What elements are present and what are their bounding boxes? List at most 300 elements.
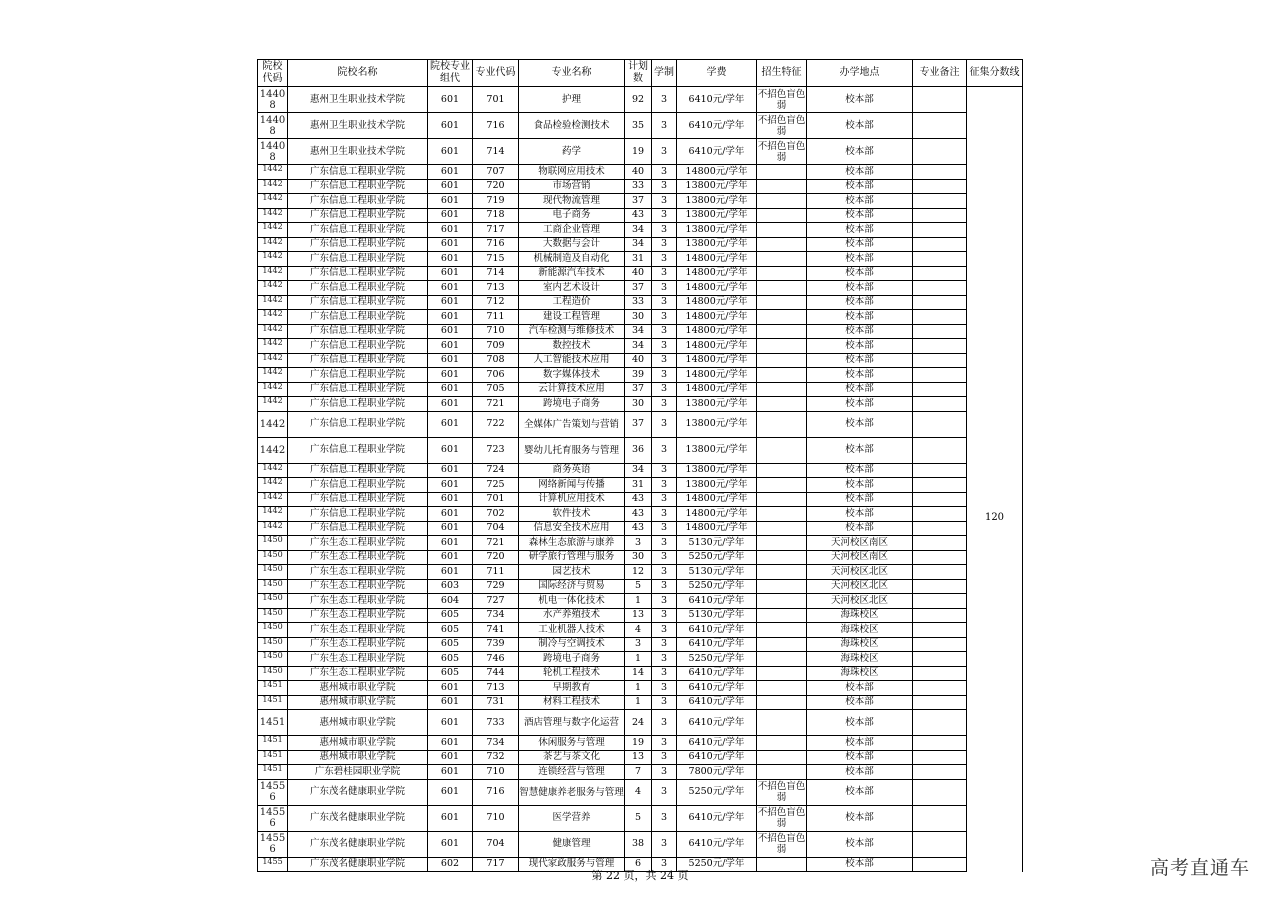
- school-code-cell: 1450: [258, 652, 288, 667]
- school-code-cell: 1442: [258, 208, 288, 223]
- major-name-cell: 现代家政服务与管理: [519, 857, 625, 872]
- table-row: [258, 681, 1023, 696]
- table-row: [258, 411, 1023, 437]
- group-code-cell: 605: [428, 666, 473, 681]
- location-cell: 校本部: [807, 208, 913, 223]
- major-code-cell: 733: [473, 710, 519, 736]
- major-code-cell: 732: [473, 750, 519, 765]
- duration-cell: 3: [652, 750, 677, 765]
- plan-count-cell: 6: [625, 857, 652, 872]
- tuition-cell: 6410元/学年: [677, 623, 757, 638]
- school-name-cell: 广东信息工程职业学院: [288, 339, 428, 354]
- tuition-cell: 6410元/学年: [677, 710, 757, 736]
- school-code-cell: 1442: [258, 463, 288, 478]
- major-code-cell: 725: [473, 478, 519, 493]
- remark-cell: [913, 779, 967, 805]
- major-code-cell: 715: [473, 252, 519, 267]
- school-name-cell: 广东信息工程职业学院: [288, 411, 428, 437]
- duration-cell: 3: [652, 805, 677, 831]
- major-code-cell: 710: [473, 805, 519, 831]
- duration-cell: 3: [652, 857, 677, 872]
- plan-count-cell: 40: [625, 266, 652, 281]
- group-code-cell: 601: [428, 831, 473, 857]
- tuition-cell: 13800元/学年: [677, 194, 757, 209]
- group-code-cell: 601: [428, 492, 473, 507]
- tuition-cell: 13800元/学年: [677, 397, 757, 412]
- location-cell: 海珠校区: [807, 623, 913, 638]
- plan-count-cell: 37: [625, 382, 652, 397]
- major-code-cell: 744: [473, 666, 519, 681]
- tuition-cell: 5130元/学年: [677, 565, 757, 580]
- major-code-cell: 701: [473, 87, 519, 113]
- table-row: [258, 139, 1023, 165]
- feature-cell: [757, 710, 807, 736]
- major-code-cell: 746: [473, 652, 519, 667]
- remark-cell: [913, 324, 967, 339]
- major-code-cell: 722: [473, 411, 519, 437]
- location-cell: 天河校区南区: [807, 536, 913, 551]
- tuition-cell: 7800元/学年: [677, 765, 757, 780]
- feature-cell: 不招色盲色弱: [757, 88, 806, 111]
- duration-cell: 3: [652, 695, 677, 710]
- duration-cell: 3: [652, 339, 677, 354]
- major-name-cell: 跨境电子商务: [519, 652, 625, 667]
- school-name-cell: 广东碧桂园职业学院: [288, 765, 428, 780]
- duration-cell: 3: [652, 252, 677, 267]
- major-name-cell: 工业机器人技术: [519, 623, 625, 638]
- tuition-cell: 14800元/学年: [677, 252, 757, 267]
- feature-cell: [757, 565, 807, 580]
- group-code-cell: 601: [428, 463, 473, 478]
- tuition-cell: 13800元/学年: [677, 437, 757, 463]
- plan-count-cell: 19: [625, 139, 652, 165]
- tuition-cell: 5250元/学年: [677, 550, 757, 565]
- school-code-cell: 1442: [258, 295, 288, 310]
- duration-cell: 3: [652, 736, 677, 751]
- plan-count-cell: 5: [625, 805, 652, 831]
- plan-count-cell: 1: [625, 594, 652, 609]
- remark-cell: [913, 666, 967, 681]
- duration-cell: 3: [652, 779, 677, 805]
- major-name-cell: 全媒体广告策划与营销: [519, 411, 625, 437]
- school-code-cell: 1450: [258, 594, 288, 609]
- table-row: [258, 194, 1023, 209]
- score-line-cell-empty: [967, 87, 1023, 165]
- school-name-cell: 广东信息工程职业学院: [288, 310, 428, 325]
- school-code-cell: 1442: [258, 252, 288, 267]
- group-code-cell: 601: [428, 397, 473, 412]
- location-cell: 校本部: [807, 492, 913, 507]
- tuition-cell: 6410元/学年: [677, 736, 757, 751]
- duration-cell: 3: [652, 579, 677, 594]
- location-cell: 校本部: [807, 266, 913, 281]
- major-code-cell: 716: [473, 779, 519, 805]
- feature-cell: [757, 507, 807, 522]
- location-cell: 校本部: [807, 339, 913, 354]
- major-name-cell: 室内艺术设计: [519, 281, 625, 296]
- major-code-cell: 711: [473, 565, 519, 580]
- remark-cell: [913, 194, 967, 209]
- major-code-cell: 718: [473, 208, 519, 223]
- feature-cell: [757, 750, 807, 765]
- major-code-cell: 704: [473, 521, 519, 536]
- major-name-cell: 建设工程管理: [519, 310, 625, 325]
- tuition-cell: 5130元/学年: [677, 608, 757, 623]
- major-code-cell: 720: [473, 550, 519, 565]
- major-code-cell: 707: [473, 165, 519, 180]
- location-cell: 校本部: [807, 710, 913, 736]
- school-name-cell: 广东生态工程职业学院: [288, 565, 428, 580]
- tuition-cell: 6410元/学年: [677, 666, 757, 681]
- school-name-cell: 广东信息工程职业学院: [288, 463, 428, 478]
- table-row: [258, 310, 1023, 325]
- location-cell: 校本部: [807, 252, 913, 267]
- table-row: [258, 637, 1023, 652]
- school-name-cell: 广东茂名健康职业学院: [288, 805, 428, 831]
- duration-cell: 3: [652, 507, 677, 522]
- tuition-cell: 5250元/学年: [677, 857, 757, 872]
- table-row: [258, 368, 1023, 383]
- location-cell: 校本部: [807, 295, 913, 310]
- feature-cell: [757, 223, 807, 238]
- remark-cell: [913, 695, 967, 710]
- duration-cell: 3: [652, 594, 677, 609]
- table-row: [258, 695, 1023, 710]
- group-code-cell: 601: [428, 252, 473, 267]
- location-cell: 天河校区南区: [807, 550, 913, 565]
- plan-count-cell: 30: [625, 550, 652, 565]
- location-cell: 校本部: [807, 779, 913, 805]
- duration-cell: 3: [652, 831, 677, 857]
- major-code-cell: 702: [473, 507, 519, 522]
- tuition-cell: 5250元/学年: [677, 579, 757, 594]
- duration-cell: 3: [652, 382, 677, 397]
- table-row: [258, 266, 1023, 281]
- duration-cell: 3: [652, 223, 677, 238]
- school-name-cell: 广东信息工程职业学院: [288, 437, 428, 463]
- major-name-cell: 国际经济与贸易: [519, 579, 625, 594]
- remark-cell: [913, 765, 967, 780]
- plan-count-cell: 38: [625, 831, 652, 857]
- group-code-cell: 605: [428, 623, 473, 638]
- duration-cell: 3: [652, 681, 677, 696]
- school-code-cell: 1442: [258, 492, 288, 507]
- group-code-cell: 601: [428, 521, 473, 536]
- school-code-cell: 1442: [258, 339, 288, 354]
- table-row: [258, 608, 1023, 623]
- school-name-cell: 广东信息工程职业学院: [288, 165, 428, 180]
- location-cell: 校本部: [807, 397, 913, 412]
- plan-count-cell: 37: [625, 281, 652, 296]
- location-cell: 校本部: [807, 478, 913, 493]
- feature-cell: 不招色盲色弱: [757, 114, 806, 137]
- duration-cell: 3: [652, 463, 677, 478]
- school-code-cell: 1442: [258, 179, 288, 194]
- major-name-cell: 早期教育: [519, 681, 625, 696]
- school-code-cell: 1451: [258, 681, 288, 696]
- major-code-cell: 734: [473, 736, 519, 751]
- group-code-cell: 601: [428, 281, 473, 296]
- plan-count-cell: 31: [625, 252, 652, 267]
- remark-cell: [913, 87, 967, 113]
- remark-cell: [913, 295, 967, 310]
- location-cell: 海珠校区: [807, 637, 913, 652]
- page-footer: 第 22 页，共 24 页: [591, 869, 689, 882]
- plan-count-cell: 12: [625, 565, 652, 580]
- tuition-cell: 13800元/学年: [677, 208, 757, 223]
- major-code-cell: 724: [473, 463, 519, 478]
- school-name-cell: 广东生态工程职业学院: [288, 666, 428, 681]
- group-code-cell: 601: [428, 536, 473, 551]
- plan-count-cell: 19: [625, 736, 652, 751]
- table-row: [258, 281, 1023, 296]
- school-name-cell: 广东信息工程职业学院: [288, 492, 428, 507]
- remark-cell: [913, 208, 967, 223]
- remark-cell: [913, 507, 967, 522]
- table-row: [258, 736, 1023, 751]
- remark-cell: [913, 113, 967, 139]
- tuition-cell: 14800元/学年: [677, 492, 757, 507]
- school-name-cell: 广东信息工程职业学院: [288, 223, 428, 238]
- major-name-cell: 物联网应用技术: [519, 165, 625, 180]
- feature-cell: [757, 165, 807, 180]
- school-code-cell: 1451: [258, 695, 288, 710]
- school-code-cell: 1442: [258, 437, 288, 463]
- school-name-cell: 广东信息工程职业学院: [288, 281, 428, 296]
- duration-cell: 3: [652, 536, 677, 551]
- plan-count-cell: 43: [625, 208, 652, 223]
- major-code-cell: 731: [473, 695, 519, 710]
- feature-cell: [757, 550, 807, 565]
- school-name-cell: 广东生态工程职业学院: [288, 652, 428, 667]
- plan-count-cell: 34: [625, 463, 652, 478]
- column-header: 院校代码: [258, 60, 288, 87]
- major-code-cell: 734: [473, 608, 519, 623]
- duration-cell: 3: [652, 179, 677, 194]
- location-cell: 海珠校区: [807, 652, 913, 667]
- remark-cell: [913, 536, 967, 551]
- duration-cell: 3: [652, 652, 677, 667]
- remark-cell: [913, 521, 967, 536]
- tuition-cell: 13800元/学年: [677, 223, 757, 238]
- school-code-cell: 1450: [258, 536, 288, 551]
- group-code-cell: 601: [428, 194, 473, 209]
- feature-cell: [757, 324, 807, 339]
- major-name-cell: 食品检验检测技术: [519, 113, 625, 139]
- location-cell: 海珠校区: [807, 608, 913, 623]
- admission-table: [257, 59, 1023, 872]
- table-row: [258, 521, 1023, 536]
- table-row: [258, 353, 1023, 368]
- duration-cell: 3: [652, 194, 677, 209]
- feature-cell: [757, 208, 807, 223]
- major-name-cell: 园艺技术: [519, 565, 625, 580]
- school-name-cell: 惠州卫生职业技术学院: [288, 87, 428, 113]
- table-row: [258, 339, 1023, 354]
- school-code-cell: 14408: [258, 113, 288, 139]
- school-code-cell: 1451: [258, 710, 288, 736]
- remark-cell: [913, 831, 967, 857]
- column-header: 招生特征: [757, 60, 807, 87]
- location-cell: 校本部: [807, 437, 913, 463]
- major-code-cell: 709: [473, 339, 519, 354]
- school-code-cell: 1450: [258, 637, 288, 652]
- school-name-cell: 广东信息工程职业学院: [288, 266, 428, 281]
- duration-cell: 3: [652, 550, 677, 565]
- table-row: [258, 623, 1023, 638]
- school-name-cell: 广东信息工程职业学院: [288, 353, 428, 368]
- feature-cell: [757, 463, 807, 478]
- remark-cell: [913, 310, 967, 325]
- major-code-cell: 739: [473, 637, 519, 652]
- school-name-cell: 广东生态工程职业学院: [288, 608, 428, 623]
- major-name-cell: 数控技术: [519, 339, 625, 354]
- feature-cell: 不招色盲色弱: [757, 140, 806, 163]
- major-name-cell: 数字媒体技术: [519, 368, 625, 383]
- major-code-cell: 716: [473, 237, 519, 252]
- major-code-cell: 741: [473, 623, 519, 638]
- duration-cell: 3: [652, 368, 677, 383]
- school-code-cell: 1442: [258, 194, 288, 209]
- plan-count-cell: 5: [625, 579, 652, 594]
- tuition-cell: 5250元/学年: [677, 652, 757, 667]
- column-header: 院校名称: [288, 60, 428, 87]
- school-code-cell: 1442: [258, 507, 288, 522]
- school-code-cell: 1455: [258, 857, 288, 872]
- school-name-cell: 惠州城市职业学院: [288, 750, 428, 765]
- remark-cell: [913, 353, 967, 368]
- table-row: [258, 652, 1023, 667]
- column-header: 专业备注: [913, 60, 967, 87]
- school-name-cell: 广东生态工程职业学院: [288, 536, 428, 551]
- table-row: [258, 710, 1023, 736]
- remark-cell: [913, 165, 967, 180]
- feature-cell: [757, 594, 807, 609]
- group-code-cell: 601: [428, 339, 473, 354]
- plan-count-cell: 13: [625, 750, 652, 765]
- school-name-cell: 广东信息工程职业学院: [288, 397, 428, 412]
- school-code-cell: 1451: [258, 750, 288, 765]
- tuition-cell: 14800元/学年: [677, 266, 757, 281]
- feature-cell: [757, 281, 807, 296]
- group-code-cell: 601: [428, 353, 473, 368]
- feature-cell: 不招色盲色弱: [757, 833, 806, 855]
- major-code-cell: 710: [473, 324, 519, 339]
- major-name-cell: 工程造价: [519, 295, 625, 310]
- duration-cell: 3: [652, 237, 677, 252]
- remark-cell: [913, 281, 967, 296]
- school-code-cell: 1442: [258, 382, 288, 397]
- feature-cell: [757, 411, 807, 437]
- school-name-cell: 广东信息工程职业学院: [288, 194, 428, 209]
- watermark-logo-text: 高考直通车: [1149, 857, 1250, 879]
- tuition-cell: 14800元/学年: [677, 339, 757, 354]
- group-code-cell: 601: [428, 295, 473, 310]
- feature-cell: [757, 623, 807, 638]
- school-code-cell: 1450: [258, 579, 288, 594]
- duration-cell: 3: [652, 165, 677, 180]
- location-cell: 校本部: [807, 382, 913, 397]
- major-code-cell: 713: [473, 281, 519, 296]
- major-code-cell: 711: [473, 310, 519, 325]
- plan-count-cell: 40: [625, 353, 652, 368]
- remark-cell: [913, 252, 967, 267]
- major-code-cell: 712: [473, 295, 519, 310]
- table-row: [258, 382, 1023, 397]
- school-name-cell: 广东信息工程职业学院: [288, 179, 428, 194]
- feature-cell: [757, 637, 807, 652]
- school-code-cell: 1442: [258, 266, 288, 281]
- major-name-cell: 大数据与会计: [519, 237, 625, 252]
- feature-cell: [757, 237, 807, 252]
- group-code-cell: 603: [428, 579, 473, 594]
- major-name-cell: 云计算技术应用: [519, 382, 625, 397]
- plan-count-cell: 4: [625, 779, 652, 805]
- school-name-cell: 广东信息工程职业学院: [288, 208, 428, 223]
- major-code-cell: 723: [473, 437, 519, 463]
- group-code-cell: 602: [428, 857, 473, 872]
- table-row: [258, 594, 1023, 609]
- school-code-cell: 1442: [258, 521, 288, 536]
- school-name-cell: 惠州城市职业学院: [288, 695, 428, 710]
- tuition-cell: 14800元/学年: [677, 507, 757, 522]
- location-cell: 天河校区北区: [807, 565, 913, 580]
- school-code-cell: 1442: [258, 281, 288, 296]
- feature-cell: [757, 521, 807, 536]
- duration-cell: 3: [652, 492, 677, 507]
- tuition-cell: 13800元/学年: [677, 237, 757, 252]
- duration-cell: 3: [652, 765, 677, 780]
- duration-cell: 3: [652, 478, 677, 493]
- table-row: [258, 87, 1023, 113]
- location-cell: 校本部: [807, 805, 913, 831]
- plan-count-cell: 36: [625, 437, 652, 463]
- plan-count-cell: 24: [625, 710, 652, 736]
- major-name-cell: 医学营养: [519, 805, 625, 831]
- group-code-cell: 601: [428, 736, 473, 751]
- major-code-cell: 714: [473, 266, 519, 281]
- location-cell: 校本部: [807, 223, 913, 238]
- remark-cell: [913, 463, 967, 478]
- remark-cell: [913, 750, 967, 765]
- major-name-cell: 软件技术: [519, 507, 625, 522]
- major-name-cell: 智慧健康养老服务与管理: [519, 779, 625, 805]
- tuition-cell: 6410元/学年: [677, 750, 757, 765]
- table-row: [258, 765, 1023, 780]
- major-code-cell: 713: [473, 681, 519, 696]
- table-row: [258, 165, 1023, 180]
- remark-cell: [913, 805, 967, 831]
- school-code-cell: 1450: [258, 565, 288, 580]
- major-code-cell: 721: [473, 536, 519, 551]
- school-code-cell: 1450: [258, 623, 288, 638]
- location-cell: 校本部: [807, 736, 913, 751]
- group-code-cell: 601: [428, 208, 473, 223]
- tuition-cell: 14800元/学年: [677, 324, 757, 339]
- table-row: [258, 779, 1023, 805]
- remark-cell: [913, 223, 967, 238]
- duration-cell: 3: [652, 608, 677, 623]
- school-name-cell: 广东茂名健康职业学院: [288, 779, 428, 805]
- school-code-cell: 14408: [258, 87, 288, 113]
- group-code-cell: 605: [428, 608, 473, 623]
- remark-cell: [913, 637, 967, 652]
- table-row: [258, 666, 1023, 681]
- major-code-cell: 706: [473, 368, 519, 383]
- tuition-cell: 6410元/学年: [677, 87, 757, 113]
- tuition-cell: 6410元/学年: [677, 594, 757, 609]
- school-code-cell: 1450: [258, 550, 288, 565]
